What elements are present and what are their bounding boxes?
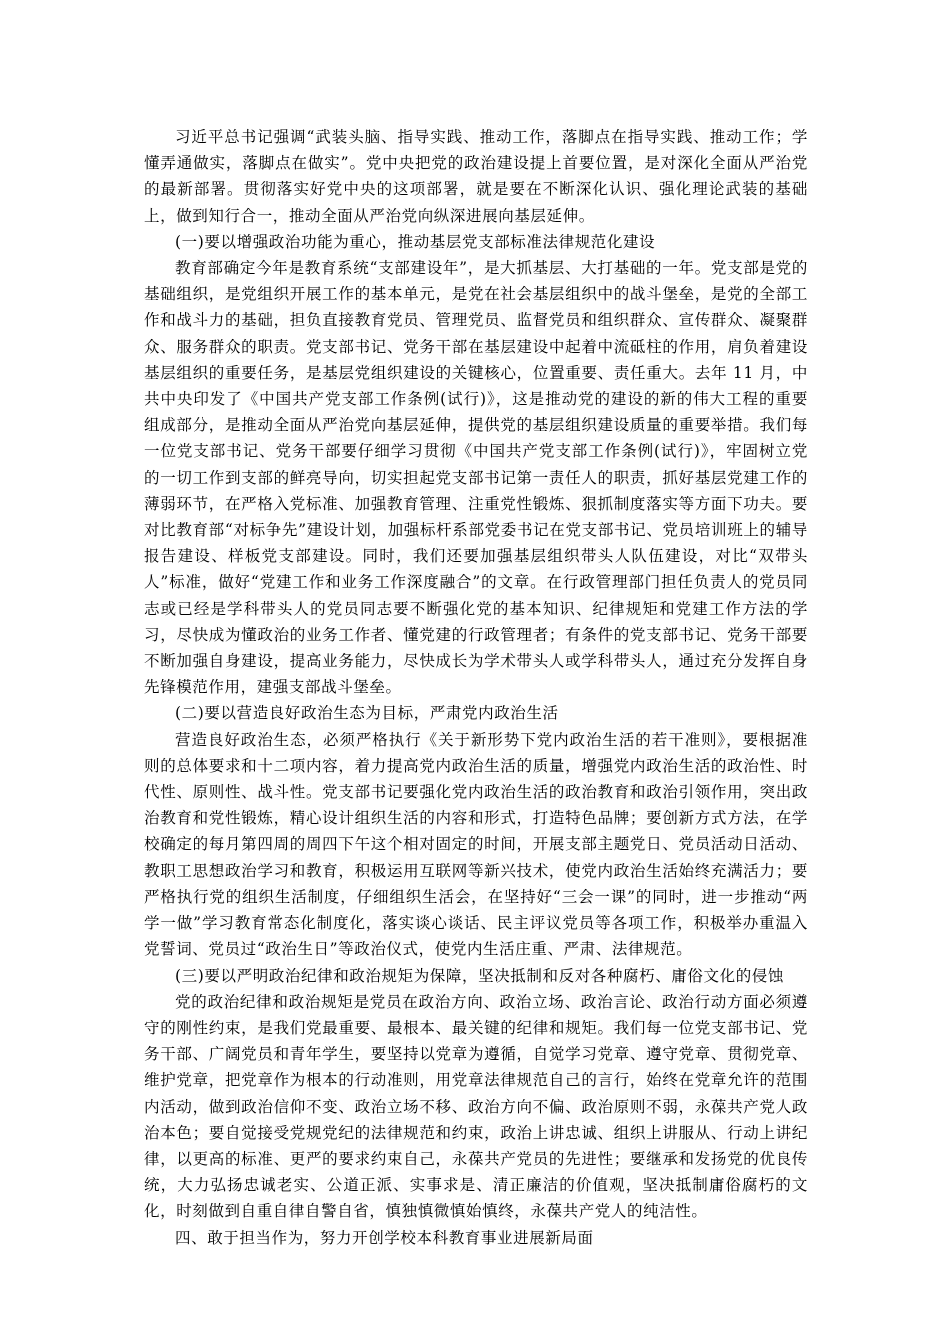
section-heading-2: (二)要以营造良好政治生态为目标，严肃党内政治生活 [175,704,559,723]
section-heading-1: (一)要以增强政治功能为重心，推动基层党支部标准法律规范化建设 [175,232,656,251]
section-heading-3: (三)要以严明政治纪律和政治规矩为保障，坚决抵制和反对各种腐朽、庸俗文化的侵蚀 [175,966,784,985]
chapter-heading-4: 四、敢于担当作为，努力开创学校本科教育事业进展新局面 [175,1228,594,1247]
paragraph-section-3: 党的政治纪律和政治规矩是党员在政治方向、政治立场、政治言论、政治行动方面必须遵守的刚性约束，是我们党最重要、最根本、最关键的纪律和规矩。我们每一位党支部书记、党务干部、广阔党员和青年学生，要坚持以党章为遵循，自觉学习党章、遵守党章、贯彻党章、维护党章，把党章作为根本的行动准则，用党章法律规范自己的言行，始终在党章允许的范围内活动，做到政治信仰不变、政治立场不移、政治方向不偏、政治原则不弱，永葆共产党人政治本色；要自觉接受党规党纪的法律规范和约束，政治上讲忠诚、组织上讲服从、行动上讲纪律，以更高的标准、更严的要求约束自己，永葆共产党员的先进性；要继承和发扬党的优良传统，大力弘扬忠诚老实、公道正派、实事求是、清正廉洁的价值观，坚决抵制庸俗腐朽的文化，时刻做到自重自律自警自省，慎独慎微慎始慎终，永葆共产党人的纯洁性。 [144,992,808,1221]
paragraph-section-1: 教育部确定今年是教育系统“支部建设年”，是大抓基层、大打基础的一年。党支部是党的基础组织，是党组织开展工作的基本单元，是党在社会基层组织中的战斗堡垒，是党的全部工作和战斗力的基础，担负直接教育党员、管理党员、监督党员和组织群众、宣传群众、凝聚群众、服务群众的职责。党支部书记、党务干部在基层建设中起着中流砥柱的作用，肩负着建设基层组织的重要任务，是基层党组织建设的关键核心，位置重要、责任重大。去年 11 月，中共中央印发了《中国共产党支部工作条例(试行)》，这是推动党的建设的新的伟大工程的重要组成部分，是推动全面从严治党向基层延伸，提供党的基层组织建设质量的重要举措。我们每一位党支部书记、党务干部要仔细学习贯彻《中国共产党支部工作条例(试行)》，牢固树立党的一切工作到支部的鲜亮导向，切实担起党支部书记第一责任人的职责，抓好基层党建工作的薄弱环节，在严格入党标准、加强教育管理、注重党性锻炼、狠抓制度落实等方面下功夫。要对比教育部“对标争先”建设计划，加强标杆系部党委书记在党支部书记、党员培训班上的辅导报告建设、样板党支部建设。同时，我们还要加强基层组织带头人队伍建设，对比“双带头人”标准，做好“党建工作和业务工作深度融合”的文章。在行政管理部门担任负责人的党员同志或已经是学科带头人的党员同志要不断强化党的基本知识、纪律规矩和党建工作方法的学习，尽快成为懂政治的业务工作者、懂党建的行政管理者；有条件的党支部书记、党务干部要不断加强自身建设，提高业务能力，尽快成长为学术带头人或学科带头人，通过充分发挥自身先锋模范作用，建强支部战斗堡垒。 [144,259,808,697]
document-page [144,124,808,1251]
paragraph-intro: 习近平总书记强调“武装头脑、指导实践、推动工作，落脚点在指导实践、推动工作；学懂弄通做实，落脚点在做实”。党中央把党的政治建设提上首要位置，是对深化全面从严治党的最新部署。贯彻落实好党中央的这项部署，就是要在不断深化认识、强化理论武装的基础上，做到知行合一，推动全面从严治党向纵深进展向基层延伸。 [144,128,808,225]
paragraph-section-2: 营造良好政治生态，必须严格执行《关于新形势下党内政治生活的若干准则》，要根据准则的总体要求和十二项内容，着力提高党内政治生活的质量，增强党内政治生活的政治性、时代性、原则性、战斗性。党支部书记要强化党内政治生活的政治教育和政治引领作用，突出政治教育和党性锻炼，精心设计组织生活的内容和形式，打造特色品牌；要创新方式方法，在学校确定的每月第四周的周四下午这个相对固定的时间，开展支部主题党日、党员活动日活动、教职工思想政治学习和教育，积极运用互联网等新兴技术，使党内政治生活始终充满活力；要严格执行党的组织生活制度，仔细组织生活会，在坚持好“三会一课”的同时，进一步推动“两学一做”学习教育常态化制度化，落实谈心谈话、民主评议党员等各项工作，积极举办重温入党誓词、党员过“政治生日”等政治仪式，使党内生活庄重、严肃、法律规范。 [144,730,808,959]
